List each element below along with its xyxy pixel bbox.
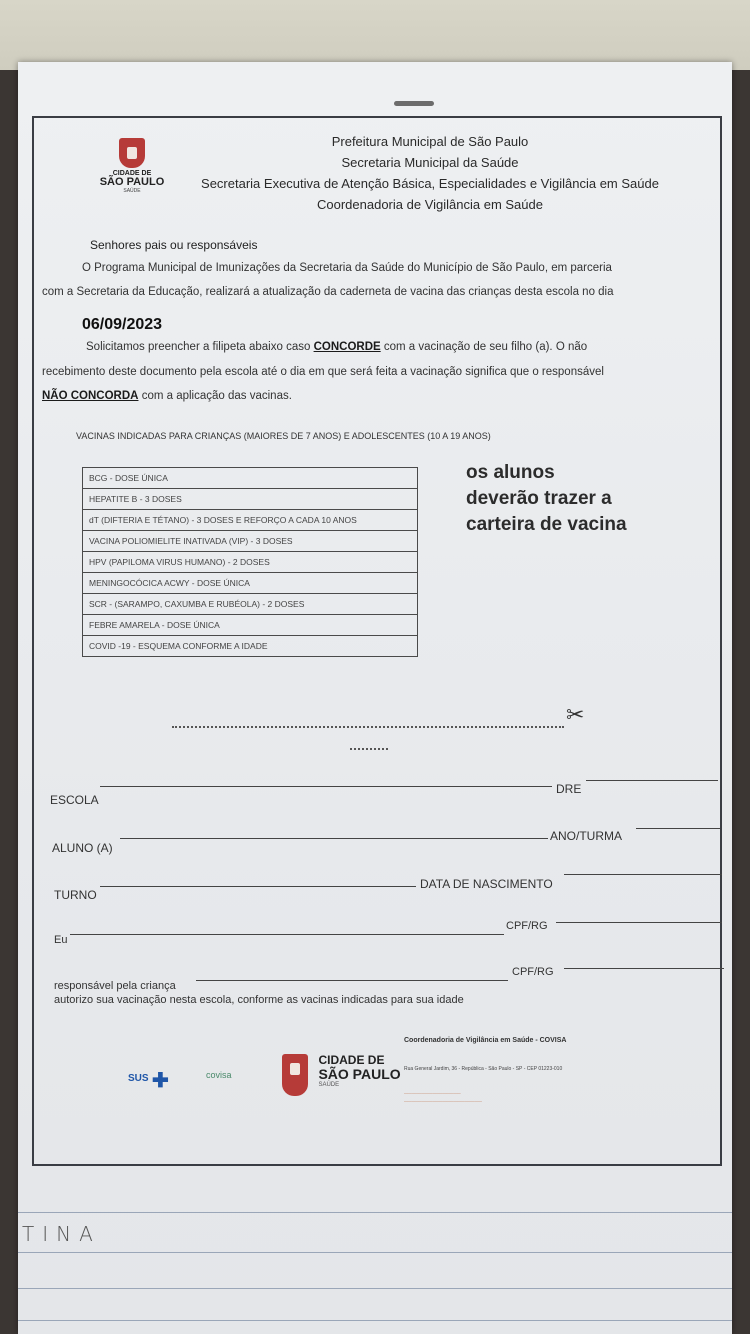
paragraph-1-line-2: com a Secretaria da Educação, realizará a atualização da caderneta de vacina das crianças desta escola no dia: [42, 286, 614, 298]
paragraph-2-line-1: [86, 341, 587, 353]
table-row: [83, 594, 418, 615]
cidade-crest-icon: [282, 1054, 308, 1096]
escola-field[interactable]: [100, 786, 552, 787]
cpf-rg-field-1[interactable]: [556, 922, 722, 923]
sus-logo: SUS: [128, 1073, 149, 1084]
salutation: Senhores pais ou responsáveis: [90, 238, 258, 252]
eu-label: Eu: [54, 934, 68, 946]
handwritten-text: TINA: [22, 1222, 101, 1246]
table-row: [83, 552, 418, 573]
paragraph-2-text-c: com a aplicação das vacinas.: [141, 390, 292, 402]
footer-links: ──────────────── ──────────────────────: [404, 1091, 482, 1105]
footer-address: Rua General Jardim, 36 - República - São Paulo - SP - CEP 01223-010: [404, 1066, 563, 1072]
cpf-rg-label-2: CPF/RG: [512, 966, 554, 978]
ruled-line: [18, 1320, 732, 1321]
eu-field[interactable]: [70, 934, 504, 935]
vaccine-item: MENINGOCÓCICA ACWY - DOSE ÚNICA: [83, 573, 418, 594]
ruled-line: [18, 1212, 732, 1213]
table-row: [83, 510, 418, 531]
paragraph-2-text-b: com a vacinação de seu filho (a). O não: [383, 341, 588, 353]
responsavel-field[interactable]: [196, 980, 508, 981]
cut-line: [172, 726, 564, 728]
logo-line2: SÃO PAULO: [99, 176, 165, 188]
cpf-rg-label-1: CPF/RG: [506, 920, 548, 932]
aluno-field[interactable]: [120, 838, 548, 839]
note-line-1: os alunos: [466, 462, 555, 483]
table-row: [83, 615, 418, 636]
header-line-3: Secretaria Executiva de Atenção Básica, Especialidades e Vigilância em Saúde: [201, 176, 659, 191]
ruled-line: [18, 1252, 732, 1253]
vaccine-item: dT (DIFTERIA E TÉTANO) - 3 DOSES E REFORÇO A CADA 10 ANOS: [83, 510, 418, 531]
vaccine-item: BCG - DOSE ÚNICA: [83, 468, 418, 489]
table-row: [83, 489, 418, 510]
cidade-line-3: SAÚDE: [318, 1082, 340, 1088]
ano-turma-label: ANO/TURMA: [550, 829, 622, 843]
ano-turma-field[interactable]: [636, 828, 720, 829]
cidade-line-1: CIDADE DE: [318, 1053, 385, 1067]
logo-line3: SAÚDE: [123, 188, 141, 194]
vaccines-table: [82, 467, 418, 657]
turno-label: TURNO: [54, 888, 97, 902]
vaccine-item: HEPATITE B - 3 DOSES: [83, 489, 418, 510]
cut-line-short: [350, 748, 388, 750]
covisa-logo: covisa: [206, 1070, 232, 1080]
cpf-rg-field-2[interactable]: [564, 968, 724, 969]
vaccine-item: VACINA POLIOMIELITE INATIVADA (VIP) - 3 DOSES: [83, 531, 418, 552]
nao-concorda-text: NÃO CONCORDA: [42, 390, 139, 402]
note-line-3: carteira de vacina: [466, 514, 627, 535]
table-row: [83, 468, 418, 489]
header-line-4: Coordenadoria de Vigilância em Saúde: [317, 197, 543, 212]
responsavel-label: responsável pela criança: [54, 980, 176, 992]
autorizo-text: autorizo sua vacinação nesta escola, conforme as vacinas indicadas para sua idade: [54, 994, 464, 1006]
table-row: [83, 531, 418, 552]
header-line-1: Prefeitura Municipal de São Paulo: [331, 134, 529, 149]
scissors-icon: ✂: [566, 702, 585, 727]
drag-handle[interactable]: [394, 101, 434, 106]
annotation-note: [466, 460, 627, 538]
escola-label: ESCOLA: [50, 793, 99, 807]
crest-icon: [119, 138, 145, 168]
dre-field[interactable]: [586, 780, 718, 781]
data-nascimento-label: DATA DE NASCIMENTO: [420, 877, 553, 891]
cidade-line-2: SÃO PAULO: [318, 1066, 401, 1082]
paragraph-2-line-3: [42, 390, 292, 402]
header-line-2: Secretaria Municipal da Saúde: [341, 155, 519, 170]
table-row: [83, 636, 418, 657]
data-nascimento-field[interactable]: [564, 874, 722, 875]
vaccines-title: VACINAS INDICADAS PARA CRIANÇAS (MAIORES DE 7 ANOS) E ADOLESCENTES (10 A 19 ANOS): [76, 431, 491, 441]
vaccine-item: HPV (PAPILOMA VIRUS HUMANO) - 2 DOSES: [83, 552, 418, 573]
paragraph-2-line-2: recebimento deste documento pela escola até o dia em que será feita a vacinação significa que o responsável: [42, 366, 604, 378]
vaccination-date: 06/09/2023: [82, 316, 163, 333]
footer-title: Coordenadoria de Vigilância em Saúde - COVISA: [404, 1037, 567, 1044]
dre-label: DRE: [556, 782, 582, 796]
vaccine-item: COVID -19 - ESQUEMA CONFORME A IDADE: [83, 636, 418, 657]
logo-line1: CIDADE DE: [112, 170, 152, 177]
paragraph-1-line-1: O Programa Municipal de Imunizações da Secretaria da Saúde do Município de São Paulo, em parceria: [82, 262, 612, 274]
paragraph-2-text-a: Solicitamos preencher a filipeta abaixo caso: [86, 341, 311, 353]
turno-field[interactable]: [100, 886, 416, 887]
fabric-background: [0, 0, 750, 70]
prefeitura-logo: [96, 138, 168, 194]
aluno-label: ALUNO (A): [52, 841, 113, 855]
note-line-2: deverão trazer a: [466, 488, 612, 509]
table-row: [83, 573, 418, 594]
sus-plus-icon: ✚: [152, 1070, 169, 1092]
concorde-text: CONCORDE: [313, 341, 381, 353]
ruled-line: [18, 1288, 732, 1289]
cidade-sao-paulo-logo: [282, 1054, 401, 1096]
vaccine-item: FEBRE AMARELA - DOSE ÚNICA: [83, 615, 418, 636]
vaccine-item: SCR - (SARAMPO, CAXUMBA E RUBÉOLA) - 2 DOSES: [83, 594, 418, 615]
